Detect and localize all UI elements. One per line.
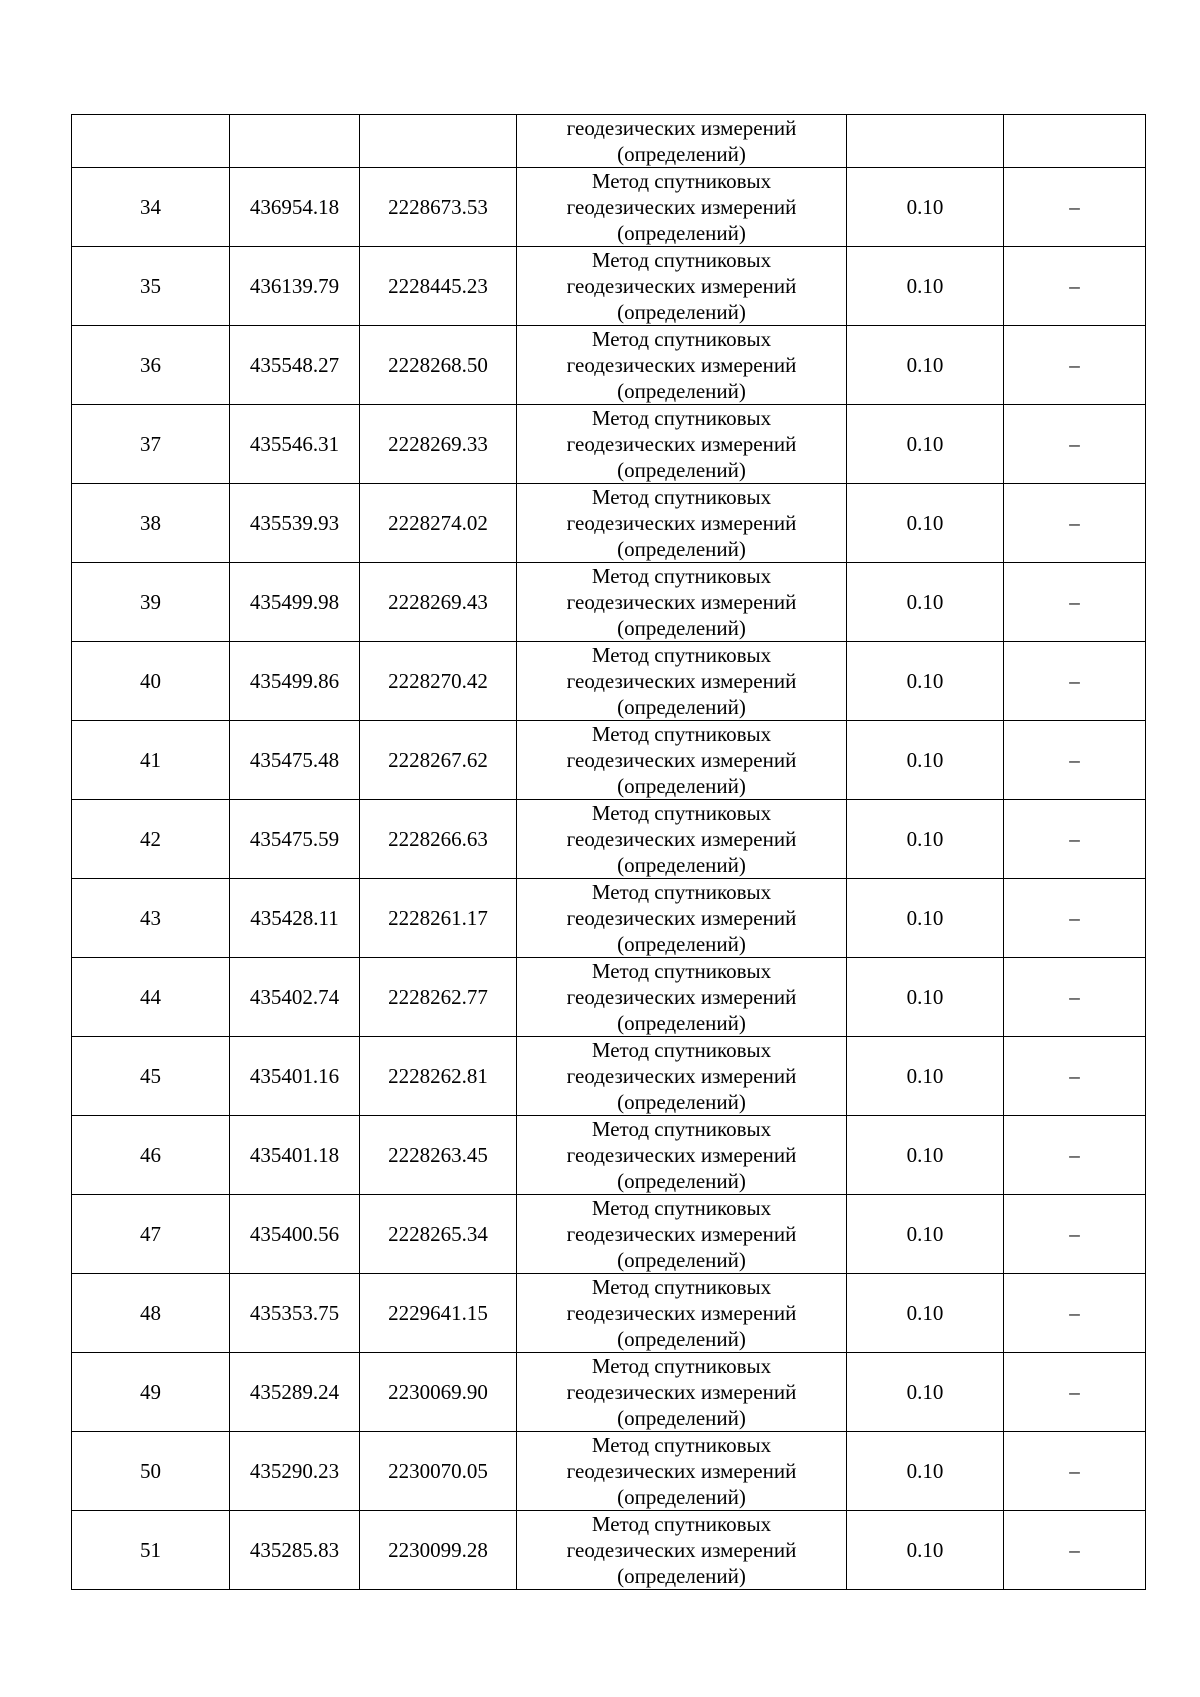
- cell-accuracy: 0.10: [847, 1116, 1004, 1195]
- cell-point-number: 37: [72, 405, 230, 484]
- method-line: Метод спутниковых: [591, 643, 772, 667]
- cell-accuracy: 0.10: [847, 1195, 1004, 1274]
- cell-point-number: 49: [72, 1353, 230, 1432]
- cell-accuracy: 0.10: [847, 247, 1004, 326]
- cell-method: [517, 1432, 847, 1511]
- cell-method: [517, 168, 847, 247]
- method-line: геодезических измерений: [566, 748, 797, 772]
- method-line: (определений): [617, 300, 746, 324]
- cell-note: –: [1004, 1511, 1146, 1590]
- cell-x-coordinate: 436954.18: [230, 168, 360, 247]
- table-row-continuation: [72, 115, 1146, 168]
- table-row: [72, 247, 1146, 326]
- cell-x-coordinate: 435548.27: [230, 326, 360, 405]
- method-line: (определений): [617, 537, 746, 561]
- table-row: [72, 958, 1146, 1037]
- cell-note: –: [1004, 168, 1146, 247]
- cell-method: [517, 1353, 847, 1432]
- cell-method: [517, 721, 847, 800]
- cell-method: [517, 326, 847, 405]
- cell-x-coordinate: 435546.31: [230, 405, 360, 484]
- cell-accuracy: 0.10: [847, 721, 1004, 800]
- cell-accuracy: 0.10: [847, 1432, 1004, 1511]
- table-row: [72, 721, 1146, 800]
- cell-method: [517, 1116, 847, 1195]
- cell-y-coordinate: 2228269.43: [360, 563, 517, 642]
- method-line: Метод спутниковых: [591, 959, 772, 983]
- method-line: (определений): [617, 458, 746, 482]
- method-line: геодезических измерений: [566, 1301, 797, 1325]
- cell-note: –: [1004, 563, 1146, 642]
- cell-method: [517, 1511, 847, 1590]
- method-line: (определений): [617, 932, 746, 956]
- method-line: Метод спутниковых: [591, 406, 772, 430]
- cell-y-coordinate: 2230099.28: [360, 1511, 517, 1590]
- cell-method: [517, 247, 847, 326]
- table-row: [72, 484, 1146, 563]
- cell-note: –: [1004, 326, 1146, 405]
- cell-x-coordinate: 435402.74: [230, 958, 360, 1037]
- cell-point-number: 38: [72, 484, 230, 563]
- cell-accuracy: 0.10: [847, 958, 1004, 1037]
- cell-note: –: [1004, 484, 1146, 563]
- method-line: геодезических измерений: [566, 511, 797, 535]
- cell-point-number: 50: [72, 1432, 230, 1511]
- cell-accuracy: 0.10: [847, 563, 1004, 642]
- table-row: [72, 563, 1146, 642]
- cell-x-coordinate: 436139.79: [230, 247, 360, 326]
- cell-accuracy: [847, 115, 1004, 168]
- cell-y-coordinate: 2228274.02: [360, 484, 517, 563]
- method-line: геодезических измерений: [566, 116, 797, 140]
- cell-accuracy: 0.10: [847, 326, 1004, 405]
- cell-y-coordinate: 2228265.34: [360, 1195, 517, 1274]
- method-line: геодезических измерений: [566, 1459, 797, 1483]
- method-line: (определений): [617, 1090, 746, 1114]
- cell-x-coordinate: 435428.11: [230, 879, 360, 958]
- method-line: (определений): [617, 1011, 746, 1035]
- table-row: [72, 879, 1146, 958]
- method-line: (определений): [617, 1406, 746, 1430]
- method-line: Метод спутниковых: [591, 722, 772, 746]
- cell-point-number: 44: [72, 958, 230, 1037]
- table-row: [72, 1511, 1146, 1590]
- cell-y-coordinate: 2230069.90: [360, 1353, 517, 1432]
- cell-point-number: 47: [72, 1195, 230, 1274]
- cell-x-coordinate: 435475.59: [230, 800, 360, 879]
- table-row: [72, 326, 1146, 405]
- cell-point-number: 51: [72, 1511, 230, 1590]
- cell-accuracy: 0.10: [847, 168, 1004, 247]
- method-line: (определений): [617, 1485, 746, 1509]
- cell-accuracy: 0.10: [847, 1353, 1004, 1432]
- cell-x-coordinate: 435285.83: [230, 1511, 360, 1590]
- method-line: геодезических измерений: [566, 353, 797, 377]
- table-row: [72, 642, 1146, 721]
- cell-x-coordinate: 435499.86: [230, 642, 360, 721]
- method-line: (определений): [617, 853, 746, 877]
- cell-note: –: [1004, 1274, 1146, 1353]
- method-line: (определений): [617, 221, 746, 245]
- cell-y-coordinate: 2228267.62: [360, 721, 517, 800]
- cell-accuracy: 0.10: [847, 1511, 1004, 1590]
- method-line: геодезических измерений: [566, 1143, 797, 1167]
- cell-method: [517, 405, 847, 484]
- cell-y-coordinate: 2228673.53: [360, 168, 517, 247]
- cell-y-coordinate: 2228268.50: [360, 326, 517, 405]
- method-line: (определений): [617, 695, 746, 719]
- method-line: геодезических измерений: [566, 985, 797, 1009]
- table-row: [72, 800, 1146, 879]
- cell-note: –: [1004, 721, 1146, 800]
- table-row: [72, 1274, 1146, 1353]
- cell-accuracy: 0.10: [847, 1037, 1004, 1116]
- method-line: (определений): [617, 616, 746, 640]
- cell-note: –: [1004, 1037, 1146, 1116]
- cell-note: –: [1004, 247, 1146, 326]
- cell-note: –: [1004, 958, 1146, 1037]
- method-line: (определений): [617, 1327, 746, 1351]
- cell-method: [517, 958, 847, 1037]
- method-line: геодезических измерений: [566, 669, 797, 693]
- cell-x-coordinate: 435499.98: [230, 563, 360, 642]
- cell-point-number: 46: [72, 1116, 230, 1195]
- method-line: Метод спутниковых: [591, 564, 772, 588]
- cell-note: –: [1004, 1353, 1146, 1432]
- cell-point-number: 43: [72, 879, 230, 958]
- method-line: (определений): [617, 774, 746, 798]
- method-line: (определений): [617, 379, 746, 403]
- cell-method: [517, 484, 847, 563]
- table-row: [72, 1353, 1146, 1432]
- method-line: Метод спутниковых: [591, 485, 772, 509]
- cell-y-coordinate: [360, 115, 517, 168]
- method-line: Метод спутниковых: [591, 1038, 772, 1062]
- cell-point-number: [72, 115, 230, 168]
- cell-x-coordinate: [230, 115, 360, 168]
- cell-point-number: 35: [72, 247, 230, 326]
- cell-y-coordinate: 2230070.05: [360, 1432, 517, 1511]
- cell-accuracy: 0.10: [847, 1274, 1004, 1353]
- cell-point-number: 45: [72, 1037, 230, 1116]
- method-line: геодезических измерений: [566, 1222, 797, 1246]
- cell-y-coordinate: 2228266.63: [360, 800, 517, 879]
- coordinates-table: [71, 114, 1146, 1590]
- cell-y-coordinate: 2228261.17: [360, 879, 517, 958]
- cell-y-coordinate: 2228262.77: [360, 958, 517, 1037]
- cell-x-coordinate: 435539.93: [230, 484, 360, 563]
- cell-y-coordinate: 2229641.15: [360, 1274, 517, 1353]
- cell-point-number: 41: [72, 721, 230, 800]
- cell-point-number: 36: [72, 326, 230, 405]
- cell-note: –: [1004, 642, 1146, 721]
- cell-method: [517, 115, 847, 168]
- method-line: геодезических измерений: [566, 1538, 797, 1562]
- method-line: геодезических измерений: [566, 590, 797, 614]
- cell-x-coordinate: 435475.48: [230, 721, 360, 800]
- cell-accuracy: 0.10: [847, 800, 1004, 879]
- cell-note: –: [1004, 1432, 1146, 1511]
- cell-x-coordinate: 435401.18: [230, 1116, 360, 1195]
- cell-point-number: 48: [72, 1274, 230, 1353]
- cell-accuracy: 0.10: [847, 879, 1004, 958]
- cell-note: –: [1004, 405, 1146, 484]
- cell-point-number: 40: [72, 642, 230, 721]
- cell-method: [517, 879, 847, 958]
- cell-method: [517, 1274, 847, 1353]
- method-line: (определений): [617, 142, 746, 166]
- method-line: Метод спутниковых: [591, 801, 772, 825]
- method-line: Метод спутниковых: [591, 1354, 772, 1378]
- cell-y-coordinate: 2228269.33: [360, 405, 517, 484]
- cell-note: –: [1004, 1195, 1146, 1274]
- cell-method: [517, 642, 847, 721]
- method-line: геодезических измерений: [566, 195, 797, 219]
- cell-y-coordinate: 2228262.81: [360, 1037, 517, 1116]
- cell-x-coordinate: 435400.56: [230, 1195, 360, 1274]
- method-line: Метод спутниковых: [591, 1512, 772, 1536]
- method-line: Метод спутниковых: [591, 880, 772, 904]
- method-line: геодезических измерений: [566, 274, 797, 298]
- method-line: (определений): [617, 1169, 746, 1193]
- cell-x-coordinate: 435290.23: [230, 1432, 360, 1511]
- method-line: Метод спутниковых: [591, 327, 772, 351]
- method-line: Метод спутниковых: [591, 169, 772, 193]
- cell-point-number: 34: [72, 168, 230, 247]
- method-line: геодезических измерений: [566, 432, 797, 456]
- method-line: геодезических измерений: [566, 827, 797, 851]
- table-row: [72, 1116, 1146, 1195]
- method-line: Метод спутниковых: [591, 1433, 772, 1457]
- table-row: [72, 405, 1146, 484]
- cell-note: –: [1004, 879, 1146, 958]
- cell-accuracy: 0.10: [847, 405, 1004, 484]
- cell-note: [1004, 115, 1146, 168]
- method-line: геодезических измерений: [566, 1064, 797, 1088]
- method-line: геодезических измерений: [566, 906, 797, 930]
- cell-method: [517, 1195, 847, 1274]
- cell-accuracy: 0.10: [847, 484, 1004, 563]
- cell-note: –: [1004, 800, 1146, 879]
- method-line: Метод спутниковых: [591, 1275, 772, 1299]
- cell-point-number: 42: [72, 800, 230, 879]
- table-row: [72, 1195, 1146, 1274]
- table-row: [72, 1037, 1146, 1116]
- cell-point-number: 39: [72, 563, 230, 642]
- cell-note: –: [1004, 1116, 1146, 1195]
- cell-method: [517, 563, 847, 642]
- cell-accuracy: 0.10: [847, 642, 1004, 721]
- cell-x-coordinate: 435353.75: [230, 1274, 360, 1353]
- method-line: (определений): [617, 1248, 746, 1272]
- method-line: геодезических измерений: [566, 1380, 797, 1404]
- method-line: Метод спутниковых: [591, 248, 772, 272]
- cell-method: [517, 1037, 847, 1116]
- cell-x-coordinate: 435289.24: [230, 1353, 360, 1432]
- cell-x-coordinate: 435401.16: [230, 1037, 360, 1116]
- method-line: (определений): [617, 1564, 746, 1588]
- method-line: Метод спутниковых: [591, 1117, 772, 1141]
- cell-y-coordinate: 2228445.23: [360, 247, 517, 326]
- table-body: [72, 115, 1146, 1590]
- table-row: [72, 168, 1146, 247]
- table-row: [72, 1432, 1146, 1511]
- method-line: Метод спутниковых: [591, 1196, 772, 1220]
- cell-y-coordinate: 2228263.45: [360, 1116, 517, 1195]
- cell-method: [517, 800, 847, 879]
- cell-y-coordinate: 2228270.42: [360, 642, 517, 721]
